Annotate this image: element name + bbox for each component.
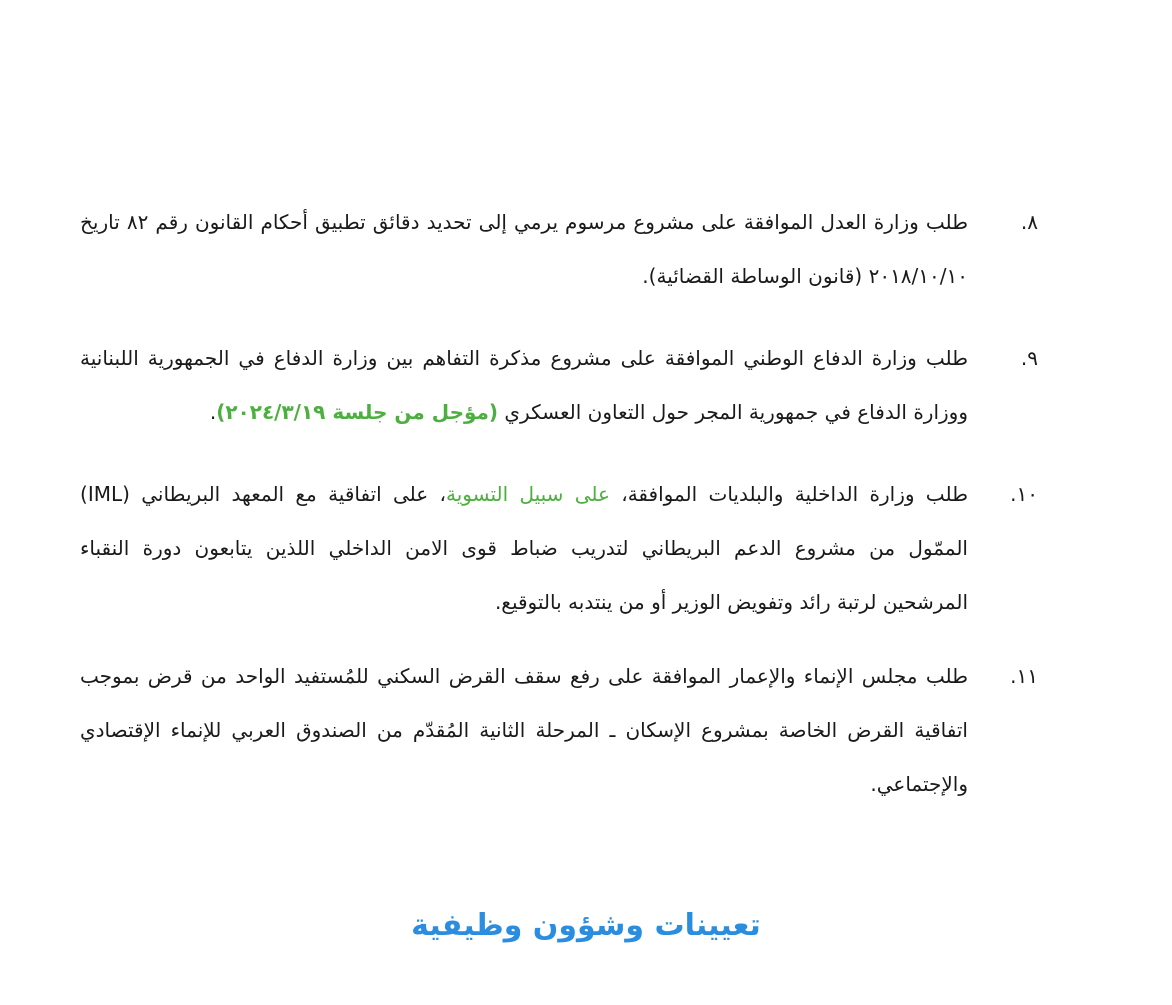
item-number: ٩. xyxy=(1020,346,1038,370)
item-text-after: ، على اتفاقية مع المعهد البريطاني (IML) الممّول من مشروع الدعم البريطاني لتدريب ضباط قوى الامن الداخلي اللذين يتابعون دورة النقباء المرشحين لرتبة رائد وتفويض الوزير أو من ينتدبه بالتوقيع. xyxy=(80,482,968,614)
agenda-item-9 xyxy=(80,331,1040,439)
postponed-note: (مؤجل من جلسة ٢٠٢٤/٣/١٩) xyxy=(216,400,499,424)
agenda-item-10 xyxy=(80,467,1040,629)
item-number: ٨. xyxy=(1020,210,1038,234)
item-text: طلب وزارة الدفاع الوطني الموافقة على مشروع مذكرة التفاهم بين وزارة الدفاع في الجمهورية اللبنانية ووزارة الدفاع في جمهورية المجر حول التعاون العسكري xyxy=(80,346,968,424)
settlement-highlight: على سبيل التسوية xyxy=(446,482,610,506)
item-text: طلب وزارة العدل الموافقة على مشروع مرسوم يرمي إلى تحديد دقائق تطبيق أحكام القانون رقم ٨٢ تاريخ ٢٠١٨/١٠/١٠ (قانون الوساطة القضائية). xyxy=(80,210,968,288)
item-number: ١٠. xyxy=(1010,482,1038,506)
item-text-container xyxy=(80,331,968,439)
item-text: طلب مجلس الإنماء والإعمار الموافقة على رفع سقف القرض السكني للمُستفيد الواحد من قرض بموجب اتفاقية القرض الخاصة بمشروع الإسكان ـ المرحلة الثانية المُقدّم من الصندوق العربي للإنماء الإقتصادي والإجتماعي. xyxy=(80,664,968,796)
section-title: تعيينات وشؤون وظيفية xyxy=(411,908,761,943)
item-text-before: طلب وزارة الداخلية والبلديات الموافقة، xyxy=(609,482,968,506)
item-text-container xyxy=(80,467,968,629)
agenda-item-8 xyxy=(80,195,1040,303)
item-number: ١١. xyxy=(1010,664,1038,688)
item-end-punctuation: . xyxy=(209,400,217,424)
agenda-item-11 xyxy=(80,649,1040,811)
